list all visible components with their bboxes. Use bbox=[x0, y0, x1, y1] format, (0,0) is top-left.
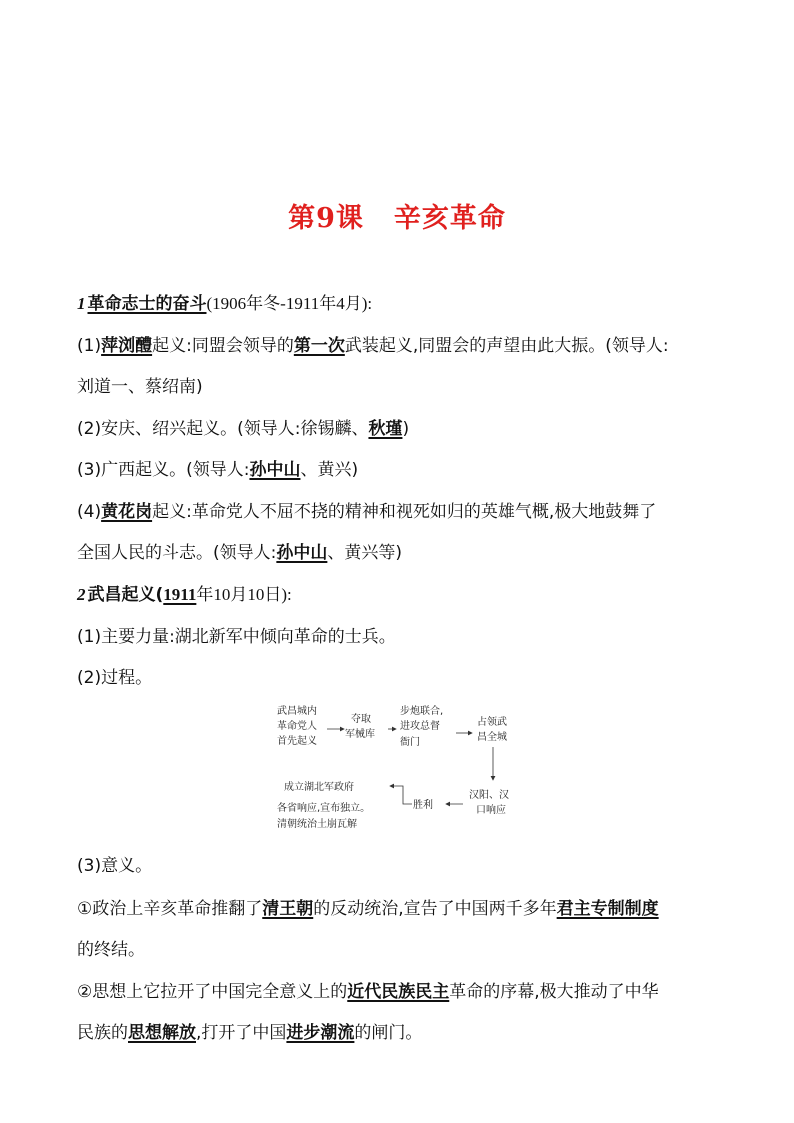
section2-item-3 bbox=[77, 854, 152, 878]
text-run: ①政治上辛亥革命推翻了 bbox=[77, 899, 263, 919]
section1-item-1 bbox=[77, 334, 669, 358]
flow-label: 革命党人 bbox=[277, 721, 317, 732]
text-run: 进步潮流 bbox=[286, 1023, 355, 1043]
text-run: ,打开了中国 bbox=[196, 1023, 287, 1043]
flow-node-hanyang-hankou bbox=[469, 789, 509, 816]
flow-node-armory bbox=[345, 712, 375, 740]
flow-label: 汉阳、汉 bbox=[469, 790, 509, 801]
lesson-name: 辛亥革命 bbox=[393, 203, 506, 234]
flow-label: 首先起义 bbox=[277, 736, 317, 747]
text-run: (1) bbox=[77, 336, 102, 356]
text-run: ) bbox=[402, 419, 410, 439]
text-run: 革命的序幕,极大推动了中华 bbox=[449, 982, 659, 1002]
flow-label: 清朝统治土崩瓦解 bbox=[277, 819, 357, 830]
lesson-number: 第9课 bbox=[288, 203, 364, 234]
flow-label: 军械库 bbox=[345, 729, 375, 740]
text-run: 思想解放 bbox=[128, 1023, 196, 1043]
flow-arrow bbox=[390, 786, 412, 804]
text-run: 起义:革命党人不屈不挠的精神和视死如归的英雄气概,极大地鼓舞了 bbox=[152, 502, 657, 522]
text-run: ②思想上它拉开了中国完全意义上的 bbox=[77, 982, 348, 1002]
section2-title: 武昌起义 bbox=[87, 585, 156, 605]
text-run: 清王朝 bbox=[262, 899, 314, 919]
flow-label: 步炮联合, bbox=[400, 706, 444, 717]
text-run: 黄花岗 bbox=[101, 502, 153, 522]
text-run: 近代民族民主 bbox=[347, 982, 450, 1002]
section1-item-4-cont bbox=[77, 541, 402, 565]
significance-2-cont bbox=[77, 1021, 422, 1045]
flow-node-victory bbox=[413, 798, 433, 811]
text-run: 民族的 bbox=[77, 1023, 128, 1043]
text-run: 2 bbox=[77, 585, 86, 604]
significance-2 bbox=[77, 980, 659, 1004]
text-run: 、黄兴等) bbox=[327, 543, 402, 563]
flow-label: 成立湖北军政府 bbox=[284, 782, 354, 793]
flow-node-attack-governor bbox=[400, 704, 443, 748]
text-run: 刘道一、蔡绍南) bbox=[77, 377, 203, 397]
flow-node-results bbox=[277, 780, 370, 830]
text-run: 萍浏醴 bbox=[101, 336, 153, 356]
flow-label: 衙门 bbox=[400, 737, 420, 748]
text-run: 武装起义,同盟会的声望由此大振。(领导人: bbox=[344, 336, 669, 356]
text-run: (2)安庆、绍兴起义。(领导人:徐锡麟、 bbox=[77, 419, 369, 439]
flow-label: 胜利 bbox=[413, 800, 433, 811]
wuchang-uprising-flow-diagram bbox=[270, 700, 530, 840]
text-run: (3)广西起义。(领导人: bbox=[77, 460, 250, 480]
page-title bbox=[0, 196, 794, 235]
text-run: 、黄兴) bbox=[300, 460, 359, 480]
section1-item-3 bbox=[77, 458, 358, 482]
text-run: 孙中山 bbox=[276, 543, 328, 563]
significance-1 bbox=[77, 897, 659, 921]
text-run: (4) bbox=[77, 502, 102, 522]
text-run: 孙中山 bbox=[249, 460, 301, 480]
section1-title: 革命志士的奋斗 bbox=[87, 294, 207, 314]
text-run: 第一次 bbox=[293, 336, 345, 356]
flow-label: 口响应 bbox=[476, 805, 506, 816]
flow-label: 进攻总督 bbox=[400, 721, 440, 732]
text-run: 的反动统治,宣告了中国两千多年 bbox=[313, 899, 557, 919]
text-run: 1 bbox=[77, 294, 86, 313]
text-run: 君主专制制度 bbox=[556, 899, 659, 919]
text-run: (2)过程。 bbox=[77, 668, 153, 688]
text-run: (1)主要力量:湖北新军中倾向革命的士兵。 bbox=[77, 627, 396, 647]
text-run: (1906年冬-1911年4月): bbox=[206, 294, 373, 313]
flow-label: 武昌城内 bbox=[277, 706, 317, 717]
flow-label: 昌全城 bbox=[477, 732, 507, 743]
text-run: 1911 bbox=[163, 585, 197, 604]
text-run: 的终结。 bbox=[77, 940, 145, 960]
text-run: 全国人民的斗志。(领导人: bbox=[77, 543, 277, 563]
flow-node-first-uprising bbox=[277, 704, 317, 747]
flow-label: 占领武 bbox=[477, 717, 507, 728]
section1-item-2 bbox=[77, 417, 409, 441]
section2-item-1 bbox=[77, 625, 396, 649]
text-run: 秋瑾 bbox=[368, 419, 403, 439]
text-run: (3)意义。 bbox=[77, 856, 153, 876]
section2-heading bbox=[77, 583, 292, 607]
significance-1-cont bbox=[77, 938, 145, 962]
flow-node-occupy-city bbox=[477, 715, 507, 743]
text-run: 的闸门。 bbox=[354, 1023, 423, 1043]
text-run: 起义:同盟会领导的 bbox=[152, 336, 294, 356]
section1-heading bbox=[77, 292, 372, 316]
text-run: ( bbox=[155, 585, 164, 605]
section1-item-1-cont bbox=[77, 375, 203, 399]
section2-item-2 bbox=[77, 666, 152, 690]
flow-label: 各省响应,宣布独立。 bbox=[277, 803, 371, 814]
text-run: 年10月10日): bbox=[196, 585, 292, 604]
flow-label: 夺取 bbox=[351, 714, 371, 725]
section1-item-4 bbox=[77, 500, 656, 524]
